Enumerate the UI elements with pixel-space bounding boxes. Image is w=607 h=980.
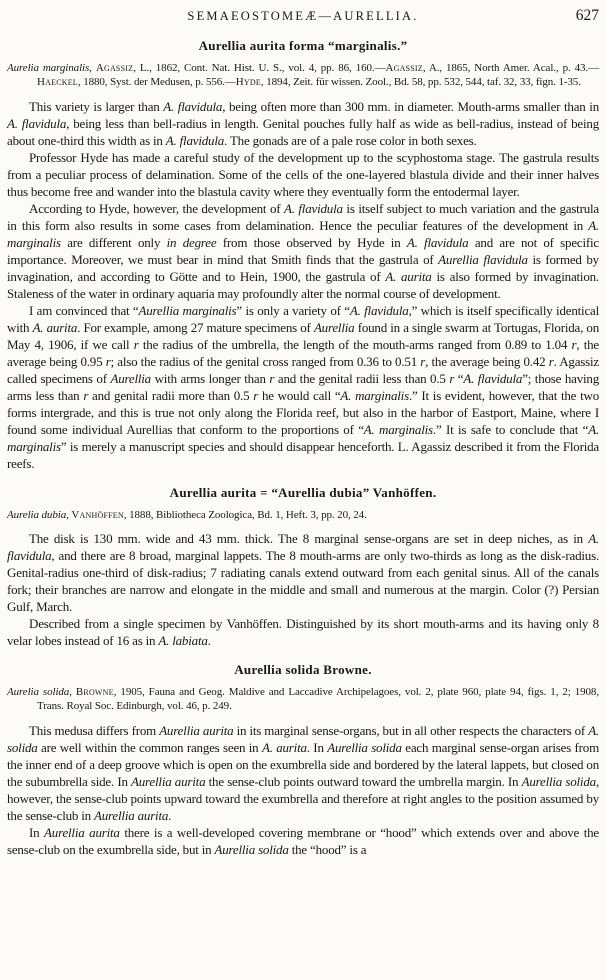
citation: Aurelia solida, Browne, 1905, Fauna and Geog. Maldive and Laccadive Archipelagoes, vol. 2, plate 960, plate 94, figs. 1, 2; 1908, Trans. Royal Soc. Edinburgh, vol. 46, p. 249. xyxy=(7,686,599,713)
paragraph: I am convinced that “Aurellia marginalis” is only a variety of “A. flavidula,” which is itself specifically identical with A. aurita. For example, among 27 mature specimens of Aurellia found in a single swarm at Tortugas, Florida, on May 4, 1906, if we call r the radius of the umbrella, the length of the mouth-arms ranged from 0.89 to 1.04 r, the average being 0.95 r; also the radius of the genital cross ranged from 0.36 to 0.51 r, the average being 0.42 r. Agassiz called specimens of Aurellia with arms longer than r and the genital radii less than 0.5 r “A. flavidula”; those having arms less than r and genital radii more than 0.5 r he would call “A. marginalis.” It is evident, however, that the two forms intergrade, and this is true not only along the Florida reef, but also in the harbor of Eastport, Maine, where I found some individual Aurellias that conform to the proportions of “A. marginalis.” It is safe to conclude that “A. marginalis” is merely a manuscript species and should disappear henceforth. L. Agassiz described it from the Florida reefs. xyxy=(7,302,600,471)
species-section xyxy=(7,485,599,650)
paragraph: According to Hyde, however, the development of A. flavidula is itself subject to much variation and the gastrula in this form also results in some cases from delamination. Hence the peculiar features of the development in A. marginalis are different only in degree from those observed by Hyde in A. flavidula and are not of specific importance. Moreover, we must bear in mind that Smith finds that the gastrula of Aurellia flavidula is formed by invagination, and according to Götte and to Hein, 1900, the gastrula of A. aurita is also formed by invagination. Staleness of the water in ordinary aquaria may profoundly alter the normal course of development. xyxy=(7,200,600,301)
paragraph: Professor Hyde has made a careful study of the development up to the scyphostoma stage. The gastrula results from a peculiar process of delamination. Some of the cells of the one-layered blastula divide and their inner halves thus become free and wander into the blastula cavity where they eventually form the entodermal layer. xyxy=(7,149,599,199)
page-body xyxy=(7,38,599,858)
paragraph: Described from a single specimen by Vanhöffen. Distinguished by its short mouth-arms and its having only 8 velar lobes instead of 16 as in A. labiata. xyxy=(7,616,599,649)
section-heading: Aurellia aurita forma “marginalis.” xyxy=(198,38,408,53)
species-section xyxy=(7,38,599,472)
paragraph: This variety is larger than A. flavidula, being often more than 300 mm. in diameter. Mouth-arms smaller than in A. flavidula, being less than bell-radius in length. Genital pouches fully half as wide as bell-radius, instead of being about one-third this width as in A. flavidula. The gonads are of a pale rose color in both sexes. xyxy=(7,98,600,148)
citation: Aurelia dubia, Vanhöffen, 1888, Bibliotheca Zoologica, Bd. 1, Heft. 3, pp. 20, 24. xyxy=(7,508,367,521)
running-header-title: SEMAEOSTOMEÆ—AURELLIA. xyxy=(187,9,419,23)
citation: Aurelia marginalis, Agassiz, L., 1862, Cont. Nat. Hist. U. S., vol. 4, pp. 86, 160.—Agassiz, A., 1865, North Amer. Acal., p. 43.—Haeckel, 1880, Syst. der Medusen, p. 556.—Hyde, 1894, Zeit. für wissen. Zool., Bd. 58, pp. 532, 544, taf. 32, 33, fign. 1-35. xyxy=(7,62,599,88)
running-header-row xyxy=(7,7,599,25)
section-heading: Aurellia solida Browne. xyxy=(234,662,372,678)
species-section xyxy=(7,662,599,858)
paragraph: In Aurellia aurita there is a well-developed covering membrane or “hood” which extends over and above the sense-club on the exumbrella side, but in Aurellia solida the “hood” is a xyxy=(7,824,600,857)
page-number: 627 xyxy=(575,7,600,24)
paragraph: The disk is 130 mm. wide and 43 mm. thick. The 8 marginal sense-organs are set in deep niches, as in A. flavidula, and there are 8 broad, marginal lappets. The 8 mouth-arms are only two-thirds as long as the disk-radius. Genital-radius one-third of disk-radius; 7 radiating canals extend outward from each genital sinus. All of the canals fork; their branches are narrow and elongate in the middle and small and numerous at the margin. Color (?) Persian Gulf, March. xyxy=(7,531,599,615)
paragraph: This medusa differs from Aurellia aurita in its marginal sense-organs, but in all other respects the characters of A. solida are well within the common ranges seen in A. aurita. In Aurellia solida each marginal sense-organ arises from the inner end of a deep groove which is open on the exumbrella side and bordered by the lateral lappets, but closed on the subumbrella side. In Aurellia aurita the sense-club points outward toward the umbrella margin. In Aurellia solida, however, the sense-club points upward toward the exumbrella and therefore at right angles to the position assumed by the sense-club in Aurellia aurita. xyxy=(7,722,600,823)
section-heading: Aurellia aurita = “Aurellia dubia” Vanhöffen. xyxy=(169,484,437,500)
